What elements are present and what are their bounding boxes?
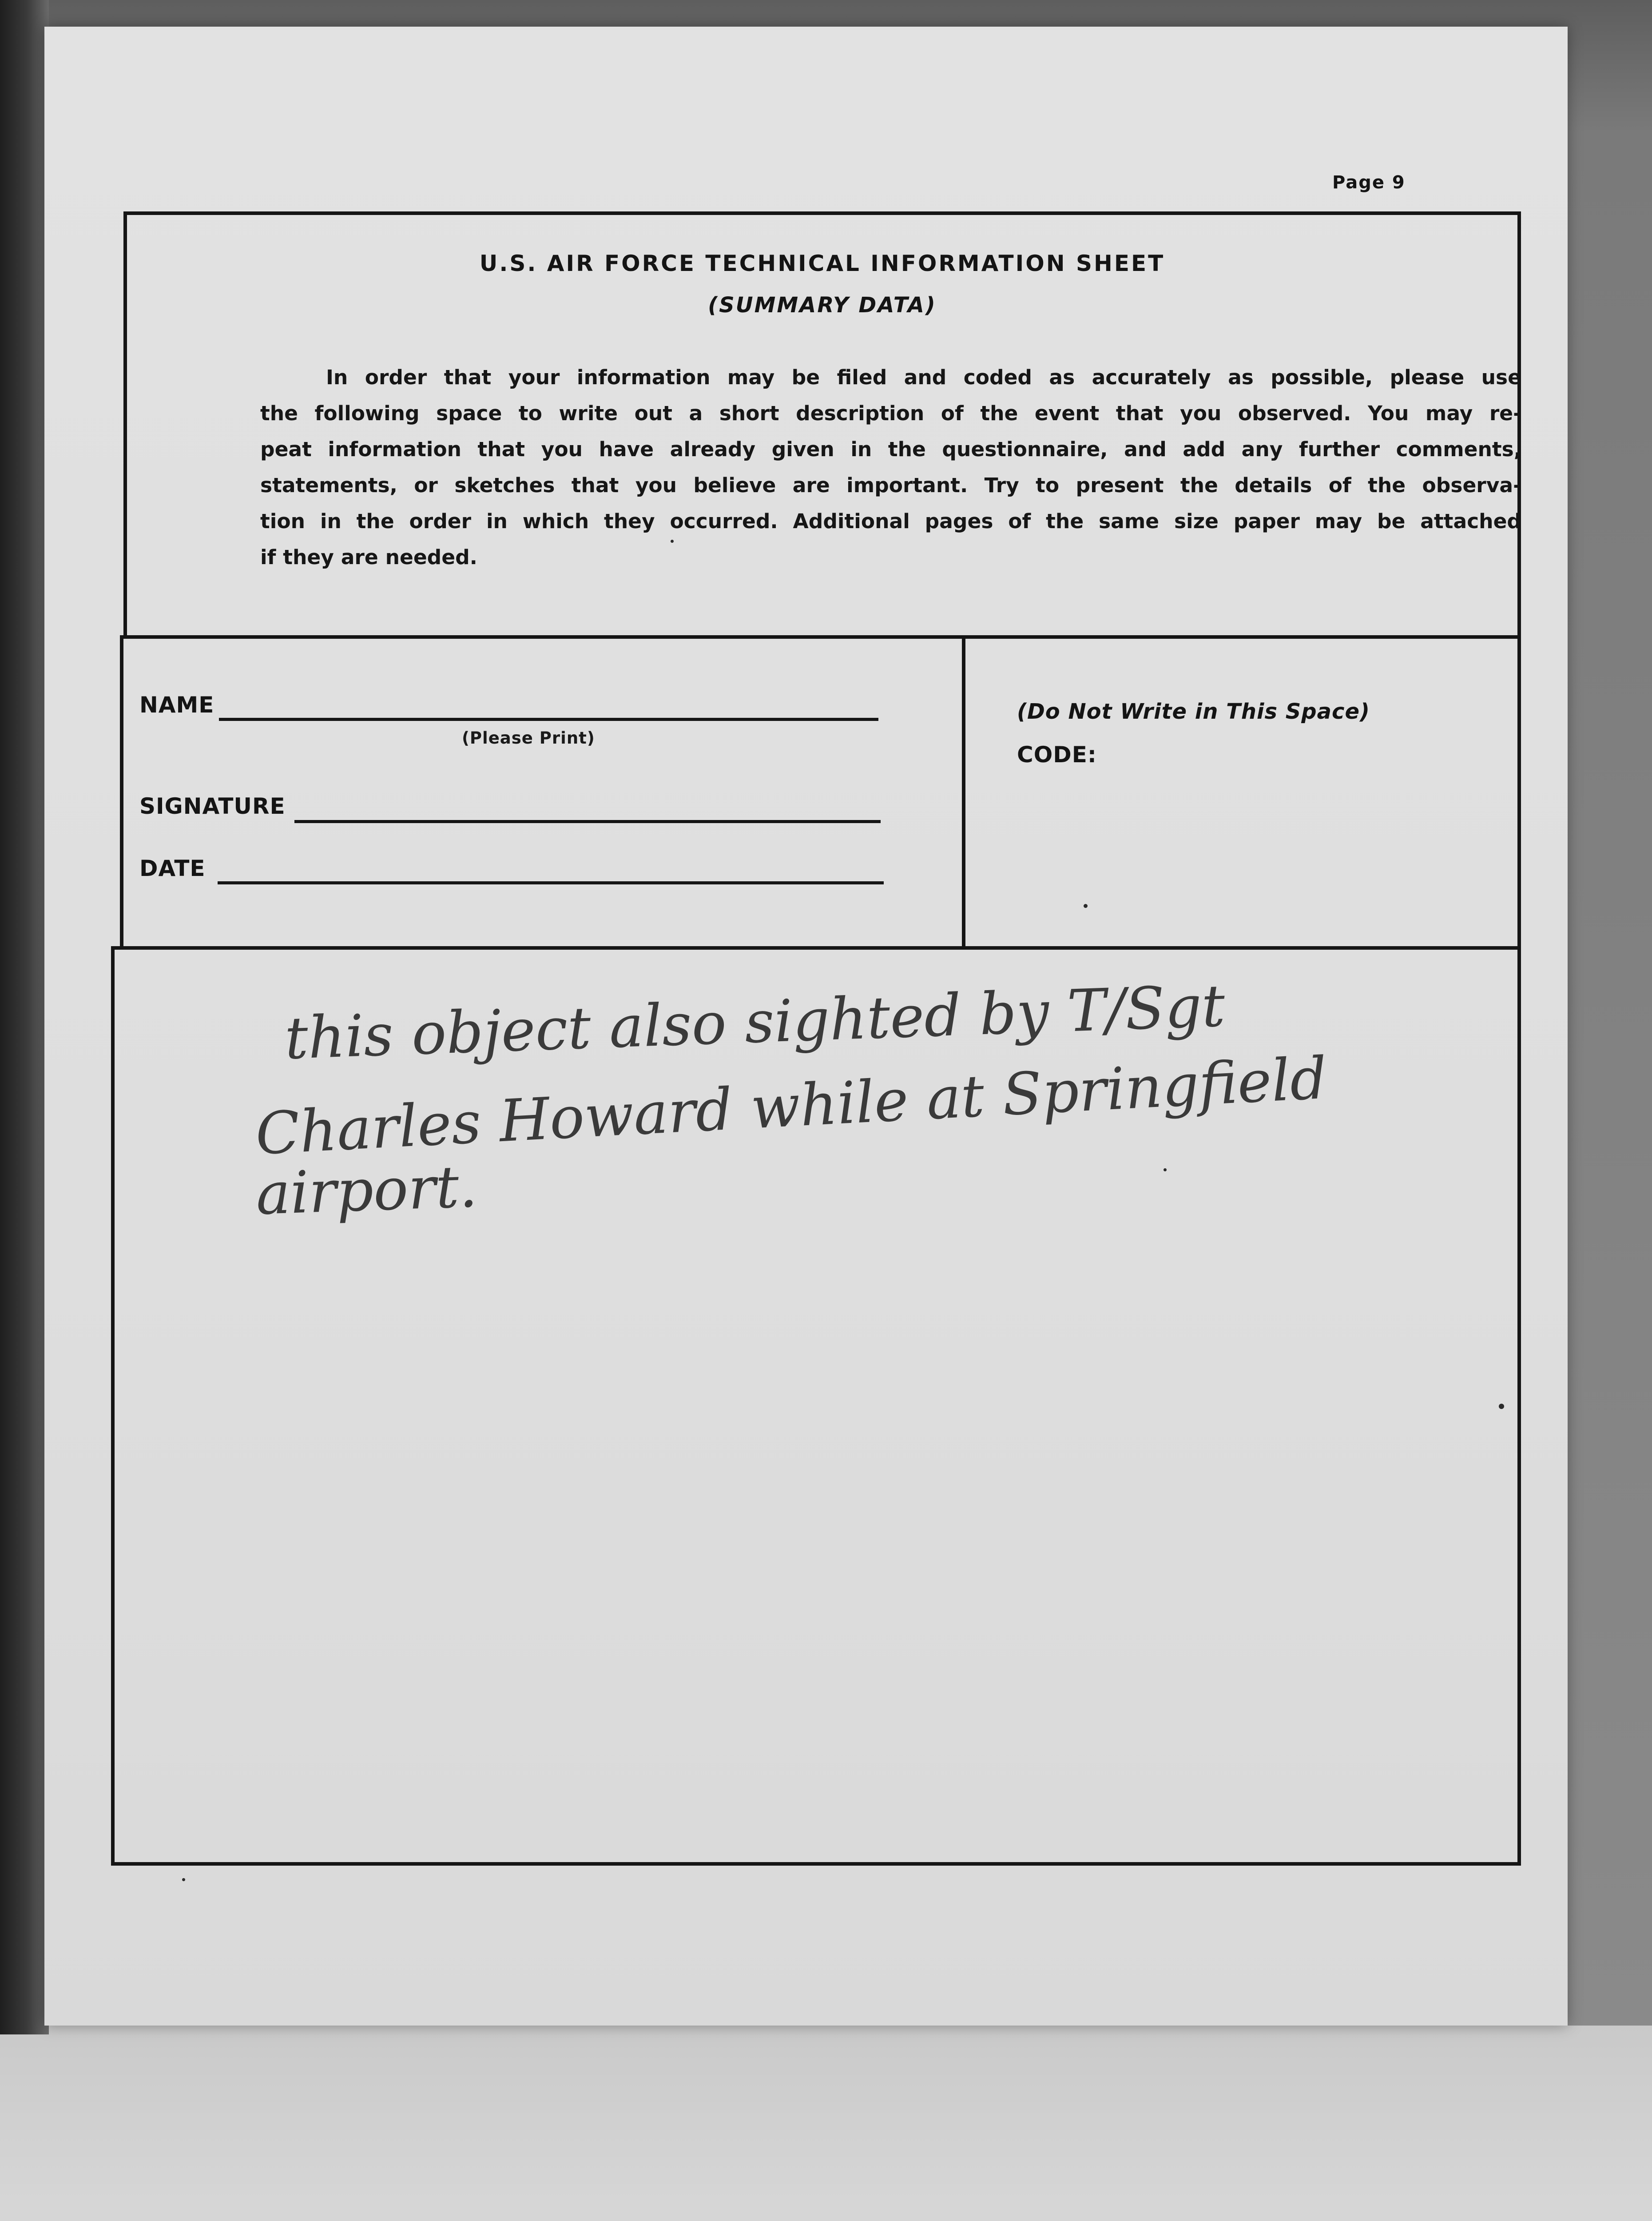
name-label: NAME [139, 692, 214, 718]
scan-left-shadow [0, 0, 49, 2034]
instructions-line: In order that your information may be filed and coded as accurately as possible, please use [326, 366, 1521, 389]
page-number: Page 9 [1332, 172, 1406, 193]
code-label: CODE: [1017, 742, 1097, 768]
form-subtitle: (SUMMARY DATA) [708, 293, 937, 318]
date-label: DATE [139, 856, 206, 881]
identification-box [120, 635, 1521, 950]
signature-label: SIGNATURE [139, 793, 286, 819]
instructions-line: if they are needed. [260, 545, 477, 569]
handwritten-narrative [115, 950, 1517, 1862]
instructions-line: tion in the order in which they occurred. Additional pages of the same size paper may be attached [260, 509, 1521, 533]
instructions-line: statements, or sketches that you believe are important. Try to present the details of the observa- [260, 474, 1521, 497]
instructions-line: the following space to write out a short description of the event that you observed. You may re- [260, 402, 1521, 425]
form-header-box [123, 211, 1521, 639]
handwritten-line: Charles Howard while at Springfield [254, 1044, 1329, 1168]
form-title: U.S. AIR FORCE TECHNICAL INFORMATION SHEET [479, 251, 1165, 276]
identification-divider [962, 639, 965, 946]
instructions-paragraph [260, 359, 1521, 575]
date-field[interactable] [218, 881, 884, 884]
scan-speck [1164, 1168, 1167, 1171]
instructions-line: peat information that you have already given in the questionnaire, and add any further comments, [260, 438, 1521, 461]
scan-speck [1499, 1404, 1504, 1409]
handwritten-line: airport. [254, 1152, 479, 1228]
name-field[interactable] [219, 718, 878, 721]
scan-speck [671, 540, 674, 543]
scan-speck [1084, 904, 1088, 908]
reserved-space-note: (Do Not Write in This Space) [1017, 699, 1370, 724]
scan-lower-margin [0, 2026, 1652, 2221]
signature-field[interactable] [294, 820, 881, 823]
narrative-box [111, 946, 1521, 1866]
scan-speck [182, 1878, 185, 1881]
name-hint: (Please Print) [462, 728, 595, 748]
handwritten-line: this object also sighted by T/Sgt [283, 972, 1226, 1072]
